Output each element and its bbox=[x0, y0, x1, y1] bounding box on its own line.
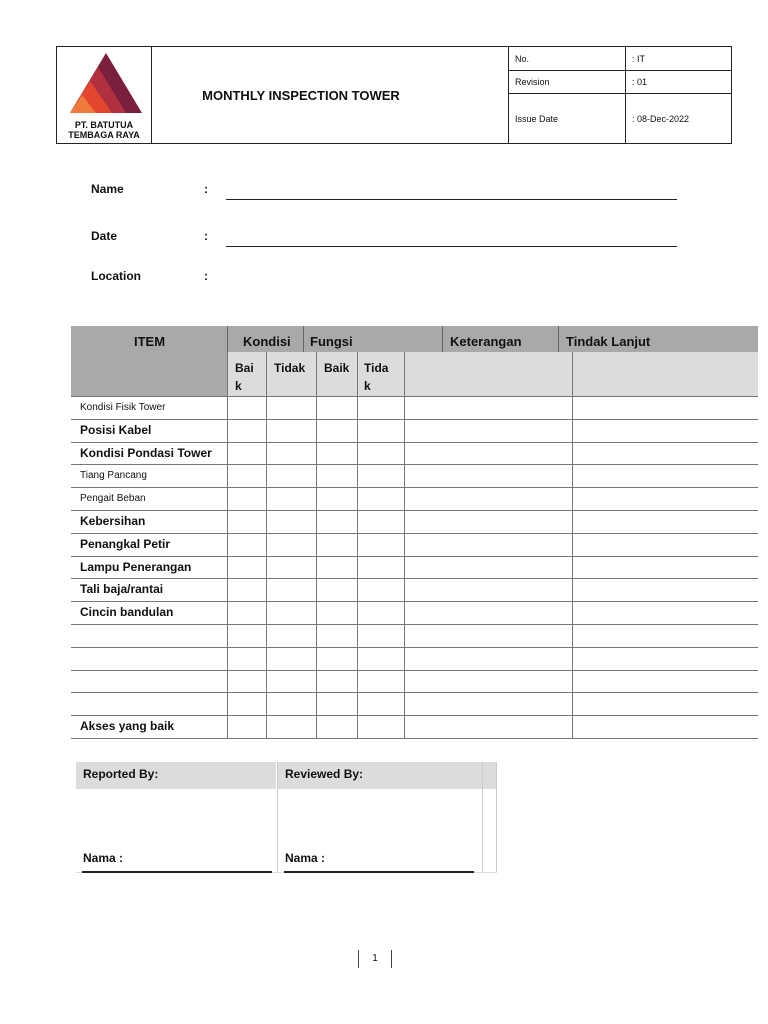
table-cell-input[interactable] bbox=[405, 625, 571, 646]
meta-row-no bbox=[509, 47, 731, 71]
table-column-divider bbox=[572, 352, 573, 738]
table-cell-input[interactable] bbox=[228, 557, 265, 578]
table-cell-input[interactable] bbox=[358, 579, 403, 600]
table-cell-input[interactable] bbox=[317, 557, 356, 578]
table-cell-input[interactable] bbox=[228, 671, 265, 692]
table-cell-input[interactable] bbox=[267, 625, 315, 646]
table-cell-input[interactable] bbox=[267, 465, 315, 486]
table-row-item-label: Kondisi Fisik Tower bbox=[80, 402, 166, 413]
name-input-line[interactable] bbox=[226, 199, 677, 200]
table-cell-input[interactable] bbox=[358, 716, 403, 737]
table-cell-input[interactable] bbox=[405, 465, 571, 486]
page-number: 1 bbox=[372, 953, 378, 964]
table-cell-input[interactable] bbox=[405, 602, 571, 623]
table-cell-input[interactable] bbox=[358, 443, 403, 464]
table-row-item-label: Tali baja/rantai bbox=[80, 582, 164, 597]
reviewer-name-label: Nama : bbox=[285, 851, 326, 865]
table-cell-input[interactable] bbox=[317, 716, 356, 737]
header-kondisi-tidak: Tidak bbox=[274, 361, 306, 375]
reporter-signature-line[interactable] bbox=[82, 871, 272, 873]
table-cell-input[interactable] bbox=[405, 579, 571, 600]
company-logo-icon bbox=[68, 51, 144, 115]
table-cell-input[interactable] bbox=[228, 420, 265, 441]
table-cell-input[interactable] bbox=[228, 693, 265, 714]
table-cell-input[interactable] bbox=[358, 648, 403, 669]
table-cell-input[interactable] bbox=[267, 716, 315, 737]
meta-row-revision bbox=[509, 71, 731, 94]
company-name bbox=[58, 120, 150, 140]
company-name-line1: PT. BATUTUA bbox=[74, 120, 134, 130]
table-cell-input[interactable] bbox=[267, 602, 315, 623]
table-cell-input[interactable] bbox=[358, 534, 403, 555]
reported-by-label: Reported By: bbox=[83, 767, 159, 781]
table-cell-input[interactable] bbox=[317, 465, 356, 486]
table-cell-input[interactable] bbox=[267, 488, 315, 509]
company-name-line2: TEMBAGA RAYA bbox=[68, 130, 140, 140]
meta-value: : 01 bbox=[632, 77, 648, 87]
signature-block bbox=[76, 762, 497, 873]
table-cell-input[interactable] bbox=[267, 693, 315, 714]
meta-value: : IT bbox=[632, 53, 645, 64]
meta-value: : 08-Dec-2022 bbox=[632, 113, 690, 124]
header-tindak-lanjut: Tindak Lanjut bbox=[566, 334, 651, 349]
table-cell-input[interactable] bbox=[228, 648, 265, 669]
table-cell-input[interactable] bbox=[317, 511, 356, 532]
table-row-divider bbox=[71, 738, 758, 739]
table-cell-input[interactable] bbox=[405, 557, 571, 578]
document-title: MONTHLY INSPECTION TOWER bbox=[152, 47, 509, 143]
table-cell-input[interactable] bbox=[358, 511, 403, 532]
table-cell-input[interactable] bbox=[405, 488, 571, 509]
table-row-item-label: Kebersihan bbox=[80, 514, 146, 528]
table-cell-input[interactable] bbox=[358, 420, 403, 441]
table-cell-input[interactable] bbox=[358, 397, 403, 418]
meta-label: Issue Date bbox=[509, 94, 626, 143]
table-cell-input[interactable] bbox=[405, 443, 571, 464]
table-cell-input[interactable] bbox=[267, 397, 315, 418]
table-cell-input[interactable] bbox=[317, 420, 356, 441]
company-logo-cell bbox=[56, 47, 152, 143]
date-input-line[interactable] bbox=[226, 246, 677, 247]
name-colon: : bbox=[204, 182, 208, 196]
header-keterangan: Keterangan bbox=[450, 334, 522, 349]
table-cell-input[interactable] bbox=[405, 397, 571, 418]
meta-row-issue-date bbox=[509, 94, 731, 143]
header-item: ITEM bbox=[134, 334, 166, 349]
header-fungsi: Fungsi bbox=[310, 334, 353, 349]
table-cell-input[interactable] bbox=[317, 534, 356, 555]
table-cell-input[interactable] bbox=[228, 602, 265, 623]
table-cell-input[interactable] bbox=[358, 557, 403, 578]
table-cell-input[interactable] bbox=[267, 534, 315, 555]
reviewed-by-label: Reviewed By: bbox=[285, 767, 364, 781]
table-cell-input[interactable] bbox=[358, 671, 403, 692]
table-cell-input[interactable] bbox=[228, 443, 265, 464]
header-fungsi-tidak: Tida k bbox=[364, 361, 389, 393]
document-header bbox=[56, 46, 732, 144]
reporter-name-label: Nama : bbox=[83, 851, 124, 865]
table-cell-input[interactable] bbox=[405, 511, 571, 532]
name-label: Name bbox=[91, 182, 124, 196]
table-cell-input[interactable] bbox=[228, 579, 265, 600]
table-cell-input[interactable] bbox=[405, 420, 571, 441]
table-row-item-label: Tiang Pancang bbox=[80, 470, 147, 482]
table-cell-input[interactable] bbox=[228, 511, 265, 532]
table-cell-input[interactable] bbox=[317, 671, 356, 692]
table-cell-input[interactable] bbox=[228, 465, 265, 486]
table-header-row-2 bbox=[227, 352, 758, 396]
table-cell-input[interactable] bbox=[317, 602, 356, 623]
table-cell-input[interactable] bbox=[358, 625, 403, 646]
meta-label: Revision bbox=[509, 71, 626, 93]
reviewer-signature-line[interactable] bbox=[284, 871, 474, 873]
header-kondisi-baik: Bai k bbox=[235, 361, 254, 393]
table-cell-input[interactable] bbox=[317, 443, 356, 464]
table-cell-input[interactable] bbox=[317, 488, 356, 509]
table-row-item-label: Kondisi Pondasi Tower bbox=[80, 445, 212, 460]
table-cell-input[interactable] bbox=[405, 648, 571, 669]
page-number-box bbox=[358, 950, 392, 968]
table-cell-input[interactable] bbox=[358, 693, 403, 714]
meta-label: No. bbox=[509, 47, 626, 70]
date-label: Date bbox=[91, 229, 118, 243]
table-cell-input[interactable] bbox=[317, 648, 356, 669]
table-cell-input[interactable] bbox=[228, 625, 265, 646]
table-cell-input[interactable] bbox=[228, 534, 265, 555]
table-row-item-label: Akses yang baik bbox=[80, 719, 175, 734]
table-cell-input[interactable] bbox=[405, 693, 571, 714]
table-cell-input[interactable] bbox=[358, 488, 403, 509]
table-cell-input[interactable] bbox=[267, 443, 315, 464]
header-fungsi-baik: Baik bbox=[324, 361, 350, 375]
table-cell-input[interactable] bbox=[317, 579, 356, 600]
table-cell-input[interactable] bbox=[405, 716, 571, 737]
table-cell-input[interactable] bbox=[358, 465, 403, 486]
table-row-item-label: Lampu Penerangan bbox=[80, 559, 192, 574]
table-cell-input[interactable] bbox=[267, 579, 315, 600]
header-kondisi: Kondisi bbox=[243, 334, 291, 349]
table-cell-input[interactable] bbox=[405, 534, 571, 555]
table-cell-input[interactable] bbox=[228, 397, 265, 418]
table-cell-input[interactable] bbox=[228, 716, 265, 737]
document-meta bbox=[509, 47, 731, 143]
table-cell-input[interactable] bbox=[228, 488, 265, 509]
table-cell-input[interactable] bbox=[358, 602, 403, 623]
table-cell-input[interactable] bbox=[267, 420, 315, 441]
table-cell-input[interactable] bbox=[405, 671, 571, 692]
date-colon: : bbox=[204, 229, 208, 243]
table-row-item-label: Pengait Beban bbox=[80, 493, 146, 505]
table-row-item-label: Posisi Kabel bbox=[80, 422, 152, 437]
table-header-row-1 bbox=[71, 326, 758, 352]
table-cell-input[interactable] bbox=[267, 648, 315, 669]
table-row-item-label: Penangkal Petir bbox=[80, 536, 171, 551]
table-cell-input[interactable] bbox=[317, 693, 356, 714]
table-cell-input[interactable] bbox=[267, 511, 315, 532]
location-label: Location bbox=[91, 269, 141, 283]
table-row-item-label: Cincin bandulan bbox=[80, 605, 174, 620]
location-colon: : bbox=[204, 269, 208, 283]
table-cell-input[interactable] bbox=[317, 397, 356, 418]
table-cell-input[interactable] bbox=[317, 625, 356, 646]
table-header-item-cell bbox=[71, 352, 227, 396]
table-cell-input[interactable] bbox=[267, 671, 315, 692]
table-cell-input[interactable] bbox=[267, 557, 315, 578]
